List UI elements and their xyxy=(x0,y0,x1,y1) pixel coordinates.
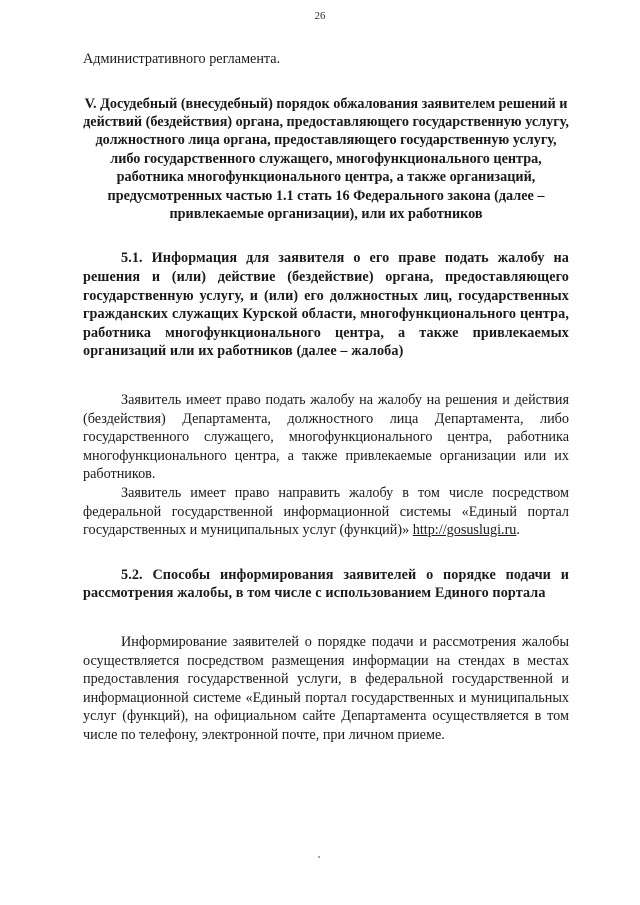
gosuslugi-link[interactable]: http://gosuslugi.ru xyxy=(412,522,517,539)
continuation-text: Административного регламента. xyxy=(83,51,281,67)
scan-artifact xyxy=(318,856,320,858)
subsection-heading-5-1: 5.1. Информация для заявителя о его праве подать жалобу на решения и (или) действие (бездействие) органа, предоставляющего государственную услугу, и (или) его должностных лиц, государственных гражданских служащих Курской области, многофункционального центра, работника многофункционального центра, а также привлекаемых организаций или их работников (далее – жалоба) xyxy=(83,250,569,360)
page-number: 26 xyxy=(314,10,326,22)
paragraph-end-punctuation: . xyxy=(516,522,520,539)
paragraph-complaint-channels-text: Заявитель имеет право направить жалобу в том числе посредством федеральной государственной информационной системы «Единый портал государственных и муниципальных услуг (функций)» xyxy=(83,484,569,539)
section-title: V. Досудебный (внесудебный) порядок обжалования заявителем решений и действий (бездействия) органа, предоставляющего государственную услугу, должностного лица органа, предоставляющего государственную услугу, либо государственного служащего, многофункционального центра, работника многофункционального центра, а также организаций, предусмотренных частью 1.1 стать 16 Федерального закона (далее – привлекаемые организации), или их работников xyxy=(83,95,569,223)
paragraph-right-to-complain: Заявитель имеет право подать жалобу на жалобу на решения и действия (бездействия) Департамента, должностного лица Департамента, либо государственного служащего, многофункционального центра, работника многофункционального центра, а также привлекаемые организации или их работников. xyxy=(83,392,569,483)
document-body xyxy=(83,50,569,745)
subsection-heading-5-2: 5.2. Способы информирования заявителей о порядке подачи и рассмотрения жалобы, в том числе с использованием Единого портала xyxy=(83,566,569,602)
paragraph-complaint-channels xyxy=(83,484,569,540)
paragraph-informing-methods: Информирование заявителей о порядке подачи и рассмотрения жалобы осуществляется посредством размещения информации на стендах в местах предоставления государственной услуги, в федеральной государственной и информационной системе «Единый портал государственных и муниципальных услуг (функций), на официальном сайте Департамента осуществляется в том числе по телефону, электронной почте, при личном приеме. xyxy=(83,633,569,743)
